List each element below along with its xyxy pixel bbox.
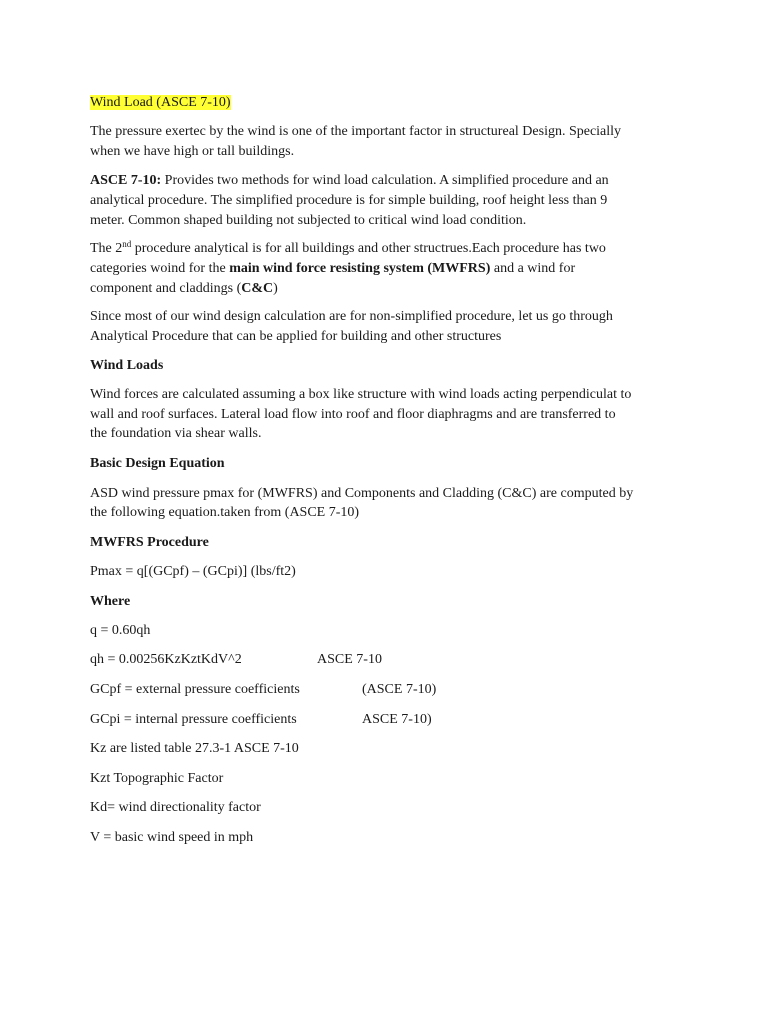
para-analytical-line-1: Since most of our wind design calculation are for non-simplified procedure, let us go through bbox=[90, 309, 613, 324]
para-second-text-b: procedure analytical is for all buildings and other structrues.Each procedure has two bbox=[131, 241, 606, 256]
doc-title-highlight: Wind Load (ASCE 7-10) bbox=[90, 95, 231, 110]
para-second-procedure-line-1 bbox=[90, 239, 606, 259]
para-wind-forces-line-3: the foundation via shear walls. bbox=[90, 426, 262, 441]
doc-title bbox=[90, 93, 231, 113]
def-kzt: Kzt Topographic Factor bbox=[90, 771, 224, 786]
def-v: V = basic wind speed in mph bbox=[90, 830, 254, 845]
def-kd: Kd= wind directionality factor bbox=[90, 800, 261, 815]
heading-where-text: Where bbox=[90, 594, 131, 609]
para-asce-line-1 bbox=[90, 171, 609, 191]
def-gcpf: GCpf = external pressure coefficients bbox=[90, 682, 300, 697]
para-asce-lead: ASCE 7-10: bbox=[90, 173, 162, 188]
heading-where bbox=[90, 592, 130, 612]
para-asd-line-2: the following equation.taken from (ASCE 7-10) bbox=[90, 505, 360, 520]
para-asce-text-1: Provides two methods for wind load calculation. A simplified procedure and an bbox=[161, 173, 609, 188]
para-intro-line-2: when we have high or tall buildings. bbox=[90, 144, 295, 159]
cc-bold-term: C&C bbox=[241, 281, 274, 296]
para-asd-line-1: ASD wind pressure pmax for (MWFRS) and Components and Cladding (C&C) are computed by bbox=[90, 486, 634, 501]
heading-basic-text: Basic Design Equation bbox=[90, 456, 225, 471]
para-asce-line-2: analytical procedure. The simplified procedure is for simple building, roof height less than 9 bbox=[90, 193, 608, 208]
heading-wind-loads-text: Wind Loads bbox=[90, 358, 164, 373]
para-wind-forces-line-2: wall and roof surfaces. Lateral load flow into roof and floor diaphragms and are transferred to bbox=[90, 407, 616, 422]
para-second-procedure-line-3 bbox=[90, 279, 278, 299]
heading-wind-loads bbox=[90, 356, 163, 376]
def-q: q = 0.60qh bbox=[90, 623, 151, 638]
para-second-text-f: ) bbox=[273, 281, 278, 296]
para-second-procedure-line-2 bbox=[90, 259, 575, 279]
para-second-text-c: categories woind for the bbox=[90, 261, 230, 276]
def-gcpf-reference: (ASCE 7-10) bbox=[362, 682, 437, 697]
para-analytical-line-2: Analytical Procedure that can be applied for building and other structures bbox=[90, 329, 502, 344]
equation-pmax: Pmax = q[(GCpf) – (GCpi)] (lbs/ft2) bbox=[90, 564, 296, 579]
para-asce-line-3: meter. Common shaped building not subjected to critical wind load condition. bbox=[90, 213, 527, 228]
mwfrs-bold-term: main wind force resisting system (MWFRS) bbox=[229, 261, 491, 276]
def-qh-reference: ASCE 7-10 bbox=[317, 652, 382, 667]
heading-mwfrs-text: MWFRS Procedure bbox=[90, 535, 209, 550]
para-wind-forces-line-1: Wind forces are calculated assuming a box like structure with wind loads acting perpendiculat to bbox=[90, 387, 632, 402]
def-qh: qh = 0.00256KzKztKdV^2 bbox=[90, 652, 242, 667]
para-second-text-d: and a wind for bbox=[490, 261, 576, 276]
ordinal-superscript: nd bbox=[122, 239, 132, 249]
para-intro-line-1: The pressure exertec by the wind is one of the important factor in structureal Design. Specially bbox=[90, 124, 622, 139]
heading-mwfrs-procedure bbox=[90, 533, 209, 553]
def-gcpi-reference: ASCE 7-10) bbox=[362, 712, 432, 727]
def-kz: Kz are listed table 27.3-1 ASCE 7-10 bbox=[90, 741, 299, 756]
heading-basic-design-equation bbox=[90, 454, 225, 474]
para-second-text-a: The 2 bbox=[90, 241, 123, 256]
para-second-text-e: component and claddings ( bbox=[90, 281, 242, 296]
def-gcpi: GCpi = internal pressure coefficients bbox=[90, 712, 297, 727]
